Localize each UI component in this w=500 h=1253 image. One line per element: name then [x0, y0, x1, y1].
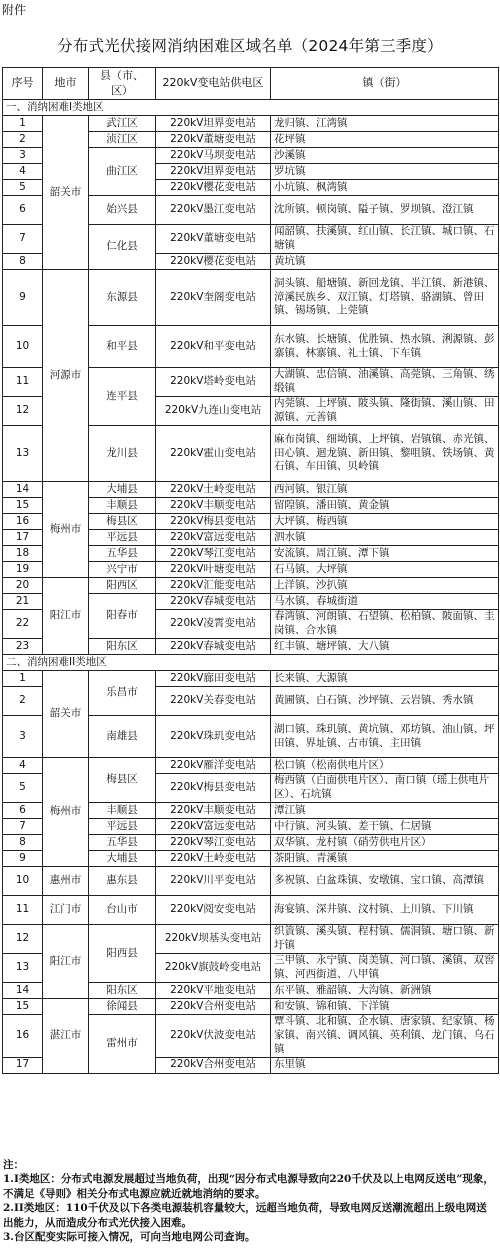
town-cell: 沙溪镇 — [271, 148, 499, 164]
town-cell: 三甲镇、永宁镇、岗美镇、河口镇、溪镇、双窖镇、河西街道、八甲镇 — [271, 954, 499, 983]
county-cell: 乐昌市 — [89, 671, 156, 716]
town-cell: 东平镇、雅韶镇、大沟镇、新洲镇 — [271, 983, 499, 999]
city-cell: 湛江市 — [43, 999, 89, 1074]
station-cell: 220kV凌霄变电站 — [156, 610, 271, 639]
county-cell: 阳西县 — [89, 925, 156, 983]
table-row — [3, 896, 499, 925]
county-cell: 兴宁市 — [89, 562, 156, 578]
town-cell: 春湾镇、河朗镇、石望镇、松柏镇、陂面镇、圭岗镇、合水镇 — [271, 610, 499, 639]
town-cell: 麻布岗镇、细坳镇、上坪镇、岩镇镇、赤光镇、田心镇、迴龙镇、新田镇、黎咀镇、铁场镇、黄石镇、车田镇、贝岭镇 — [271, 426, 499, 482]
row-number: 6 — [3, 803, 43, 819]
station-cell: 220kV和平变电站 — [156, 326, 271, 368]
row-number: 4 — [3, 758, 43, 774]
station-cell: 220kV春城变电站 — [156, 639, 271, 655]
row-number: 4 — [3, 164, 43, 180]
station-cell: 220kV奎阁变电站 — [156, 270, 271, 326]
row-number: 8 — [3, 835, 43, 851]
section-title: 二、消纳困难II类地区 — [3, 655, 499, 671]
note-item: 3.台区配变实际可接入情况，可向当地电网公司查询。 — [3, 1231, 256, 1244]
notes — [3, 1158, 497, 1245]
row-number: 13 — [3, 954, 43, 983]
town-cell: 东里镇 — [271, 1057, 499, 1073]
table-row — [3, 999, 499, 1015]
row-number: 5 — [3, 774, 43, 803]
station-cell: 220kV塔岭变电站 — [156, 368, 271, 397]
city-cell: 河源市 — [43, 270, 89, 482]
station-cell: 220kV樱花变电站 — [156, 180, 271, 196]
row-number: 1 — [3, 671, 43, 687]
town-cell: 东水镇、长塘镇、优胜镇、热水镇、浰源镇、彭寨镇、林寨镇、礼士镇、下车镇 — [271, 326, 499, 368]
town-cell: 花坪镇 — [271, 132, 499, 148]
section-title: 一、消纳困难I类地区 — [3, 100, 499, 116]
header-city: 地市 — [43, 68, 89, 100]
row-number: 9 — [3, 851, 43, 867]
town-cell: 上洋镇、沙扒镇 — [271, 578, 499, 594]
row-number: 3 — [3, 716, 43, 758]
station-cell: 220kV平地变电站 — [156, 983, 271, 999]
town-cell: 海宴镇、深井镇、汶村镇、上川镇、下川镇 — [271, 896, 499, 925]
county-cell: 曲江区 — [89, 148, 156, 196]
station-cell: 220kV川平变电站 — [156, 867, 271, 896]
county-cell: 阳东区 — [89, 983, 156, 999]
county-cell: 武江区 — [89, 116, 156, 132]
station-cell: 220kV春城变电站 — [156, 594, 271, 610]
town-cell: 洞头镇、船塘镇、新回龙镇、半江镇、新港镇、漳溪民族乡、双江镇、灯塔镇、骆湖镇、曾田镇、锡场镇、上莞镇 — [271, 270, 499, 326]
station-cell: 220kV坦界变电站 — [156, 164, 271, 180]
page-title: 分布式光伏接网消纳困难区域名单（2024年第三季度） — [57, 37, 443, 55]
county-cell: 徐闻县 — [89, 999, 156, 1015]
station-cell: 220kV九连山变电站 — [156, 397, 271, 426]
station-cell: 220kV丰顺变电站 — [156, 498, 271, 514]
town-cell: 安流镇、周江镇、潭下镇 — [271, 546, 499, 562]
town-cell: 红丰镇、塘坪镇、大八镇 — [271, 639, 499, 655]
table-header-row — [3, 68, 499, 100]
header-station: 220kV变电站供电区 — [156, 68, 271, 100]
station-cell: 220kV叶塘变电站 — [156, 562, 271, 578]
station-cell: 220kV珠玑变电站 — [156, 716, 271, 758]
town-cell: 沈所镇、顿岗镇、隘子镇、罗坝镇、澄江镇 — [271, 196, 499, 225]
row-number: 18 — [3, 546, 43, 562]
county-cell: 五华县 — [89, 546, 156, 562]
town-cell: 马水镇、春城街道 — [271, 594, 499, 610]
station-cell: 220kV旗鼓岭变电站 — [156, 954, 271, 983]
attachment-label: 附件 — [2, 3, 27, 17]
county-cell: 始兴县 — [89, 196, 156, 225]
station-cell: 220kV合州变电站 — [156, 1057, 271, 1073]
town-cell: 内莞镇、上坪镇、陂头镇、隆街镇、溪山镇、田源镇、元善镇 — [271, 397, 499, 426]
station-cell: 220kV土岭变电站 — [156, 851, 271, 867]
city-cell: 韶关市 — [43, 671, 89, 758]
table-row — [3, 270, 499, 326]
table-row — [3, 867, 499, 896]
row-number: 3 — [3, 148, 43, 164]
row-number: 14 — [3, 983, 43, 999]
row-number: 11 — [3, 896, 43, 925]
city-cell: 韶关市 — [43, 116, 89, 270]
row-number: 17 — [3, 530, 43, 546]
row-number: 16 — [3, 1015, 43, 1058]
station-cell: 220kV汇能变电站 — [156, 578, 271, 594]
town-cell: 大坪镇、梅西镇 — [271, 514, 499, 530]
station-cell: 220kV坦界变电站 — [156, 116, 271, 132]
city-cell: 江门市 — [43, 896, 89, 925]
row-number: 5 — [3, 180, 43, 196]
town-cell: 中行镇、河头镇、差干镇、仁居镇 — [271, 819, 499, 835]
county-cell: 东源县 — [89, 270, 156, 326]
row-number: 8 — [3, 254, 43, 270]
row-number: 2 — [3, 687, 43, 716]
station-cell: 220kV梅县变电站 — [156, 774, 271, 803]
county-cell: 丰顺县 — [89, 498, 156, 514]
county-cell: 阳东区 — [89, 639, 156, 655]
county-cell: 五华县 — [89, 835, 156, 851]
row-number: 11 — [3, 368, 43, 397]
town-cell: 长来镇、大源镇 — [271, 671, 499, 687]
row-number: 15 — [3, 498, 43, 514]
table-row — [3, 116, 499, 132]
row-number: 16 — [3, 514, 43, 530]
station-cell: 220kV董塘变电站 — [156, 225, 271, 254]
county-cell: 阳春市 — [89, 594, 156, 639]
region-table — [2, 67, 499, 1074]
station-cell: 220kV琴江变电站 — [156, 546, 271, 562]
county-cell: 梅县区 — [89, 758, 156, 803]
station-cell: 220kV丰顺变电站 — [156, 803, 271, 819]
town-cell: 西河镇、银江镇 — [271, 482, 499, 498]
station-cell: 220kV合州变电站 — [156, 999, 271, 1015]
note-item: 1.I类地区：分布式电源发展超过当地负荷，出现“因分布式电源导致向220千伏及以上电网反送电”现象，不满足《导则》相关分布式电源应就近就地消纳的要求。 — [3, 1173, 494, 1200]
station-cell: 220kV伏波变电站 — [156, 1015, 271, 1058]
city-cell: 梅州市 — [43, 482, 89, 578]
station-cell: 220kV琴江变电站 — [156, 835, 271, 851]
row-number: 7 — [3, 225, 43, 254]
town-cell: 泗水镇 — [271, 530, 499, 546]
county-cell: 南雄县 — [89, 716, 156, 758]
header-county: 县（市、区） — [89, 68, 156, 100]
town-cell: 潭江镇 — [271, 803, 499, 819]
row-number: 12 — [3, 397, 43, 426]
town-cell: 闻韶镇、扶溪镇、红山镇、长江镇、城口镇、石塘镇 — [271, 225, 499, 254]
table-body — [3, 100, 499, 1074]
county-cell: 丰顺县 — [89, 803, 156, 819]
row-number: 1 — [3, 116, 43, 132]
town-cell: 留隍镇、潘田镇、黄金镇 — [271, 498, 499, 514]
row-number: 10 — [3, 326, 43, 368]
county-cell: 和平县 — [89, 326, 156, 368]
table-row — [3, 482, 499, 498]
county-cell: 梅县区 — [89, 514, 156, 530]
row-number: 12 — [3, 925, 43, 954]
county-cell: 平远县 — [89, 530, 156, 546]
station-cell: 220kV土岭变电站 — [156, 482, 271, 498]
row-number: 17 — [3, 1057, 43, 1073]
row-number: 19 — [3, 562, 43, 578]
station-cell: 220kV董塘变电站 — [156, 132, 271, 148]
row-number: 20 — [3, 578, 43, 594]
town-cell: 大湖镇、忠信镇、油溪镇、高莞镇、三角镇、绣缎镇 — [271, 368, 499, 397]
row-number: 7 — [3, 819, 43, 835]
town-cell: 黄圃镇、白石镇、沙坪镇、云岩镇、秀水镇 — [271, 687, 499, 716]
station-cell: 220kV樱花变电站 — [156, 254, 271, 270]
station-cell: 220kV梅县变电站 — [156, 514, 271, 530]
city-cell: 梅州市 — [43, 758, 89, 867]
row-number: 15 — [3, 999, 43, 1015]
county-cell: 大埔县 — [89, 482, 156, 498]
city-cell: 阳江市 — [43, 578, 89, 655]
header-no: 序号 — [3, 68, 43, 100]
station-cell: 220kV关春变电站 — [156, 687, 271, 716]
station-cell: 220kV坝基头变电站 — [156, 925, 271, 954]
town-cell: 小坑镇、枫湾镇 — [271, 180, 499, 196]
section-header-row — [3, 655, 499, 671]
county-cell: 平远县 — [89, 819, 156, 835]
table-row — [3, 925, 499, 954]
county-cell: 惠东县 — [89, 867, 156, 896]
row-number: 6 — [3, 196, 43, 225]
station-cell: 220kV霍山变电站 — [156, 426, 271, 482]
county-cell: 连平县 — [89, 368, 156, 426]
header-town: 镇（街） — [271, 68, 499, 100]
station-cell: 220kV墨江变电站 — [156, 196, 271, 225]
section-header-row — [3, 100, 499, 116]
town-cell: 双华镇、龙村镇（硝劳供电片区） — [271, 835, 499, 851]
station-cell: 220kV雁洋变电站 — [156, 758, 271, 774]
town-cell: 和安镇、锦和镇、下洋镇 — [271, 999, 499, 1015]
town-cell: 石马镇、大坪镇 — [271, 562, 499, 578]
note-item: 2.II类地区：110千伏及以下各类电源装机容量较大，远超当地负荷，导致电网反送潮流超出上级电网送出能力，从而造成分布式光伏接入困难。 — [3, 1202, 487, 1229]
table-row — [3, 671, 499, 687]
town-cell: 覃斗镇、北和镇、企水镇、唐家镇、纪家镇、杨家镇、南兴镇、调风镇、英利镇、龙门镇、乌石镇 — [271, 1015, 499, 1058]
county-cell: 阳西区 — [89, 578, 156, 594]
station-cell: 220kV富远变电站 — [156, 819, 271, 835]
town-cell: 茶阳镇、青溪镇 — [271, 851, 499, 867]
station-cell: 220kV阅安变电站 — [156, 896, 271, 925]
row-number: 21 — [3, 594, 43, 610]
county-cell: 仁化县 — [89, 225, 156, 270]
county-cell: 台山市 — [89, 896, 156, 925]
town-cell: 松口镇（松南供电片区） — [271, 758, 499, 774]
town-cell: 黄坑镇 — [271, 254, 499, 270]
town-cell: 梅西镇（白面供电片区）、南口镇（瑶上供电片区）、石坑镇 — [271, 774, 499, 803]
table-row — [3, 758, 499, 774]
town-cell: 龙归镇、江湾镇 — [271, 116, 499, 132]
row-number: 23 — [3, 639, 43, 655]
city-cell: 惠州市 — [43, 867, 89, 896]
city-cell: 阳江市 — [43, 925, 89, 999]
county-cell: 雷州市 — [89, 1015, 156, 1074]
town-cell: 织篢镇、溪头镇、程村镇、儒洞镇、塘口镇、新圩镇 — [271, 925, 499, 954]
row-number: 2 — [3, 132, 43, 148]
row-number: 9 — [3, 270, 43, 326]
row-number: 13 — [3, 426, 43, 482]
row-number: 14 — [3, 482, 43, 498]
row-number: 10 — [3, 867, 43, 896]
notes-heading: 注： — [3, 1159, 24, 1171]
station-cell: 220kV廊田变电站 — [156, 671, 271, 687]
station-cell: 220kV马坝变电站 — [156, 148, 271, 164]
station-cell: 220kV富远变电站 — [156, 530, 271, 546]
county-cell: 浈江区 — [89, 132, 156, 148]
town-cell: 罗坑镇 — [271, 164, 499, 180]
town-cell: 多祝镇、白盆珠镇、安墩镇、宝口镇、高潭镇 — [271, 867, 499, 896]
town-cell: 湖口镇、珠玑镇、黄坑镇、邓坊镇、油山镇、坪田镇、界址镇、古市镇、主田镇 — [271, 716, 499, 758]
row-number: 22 — [3, 610, 43, 639]
county-cell: 大埔县 — [89, 851, 156, 867]
table-row — [3, 578, 499, 594]
county-cell: 龙川县 — [89, 426, 156, 482]
